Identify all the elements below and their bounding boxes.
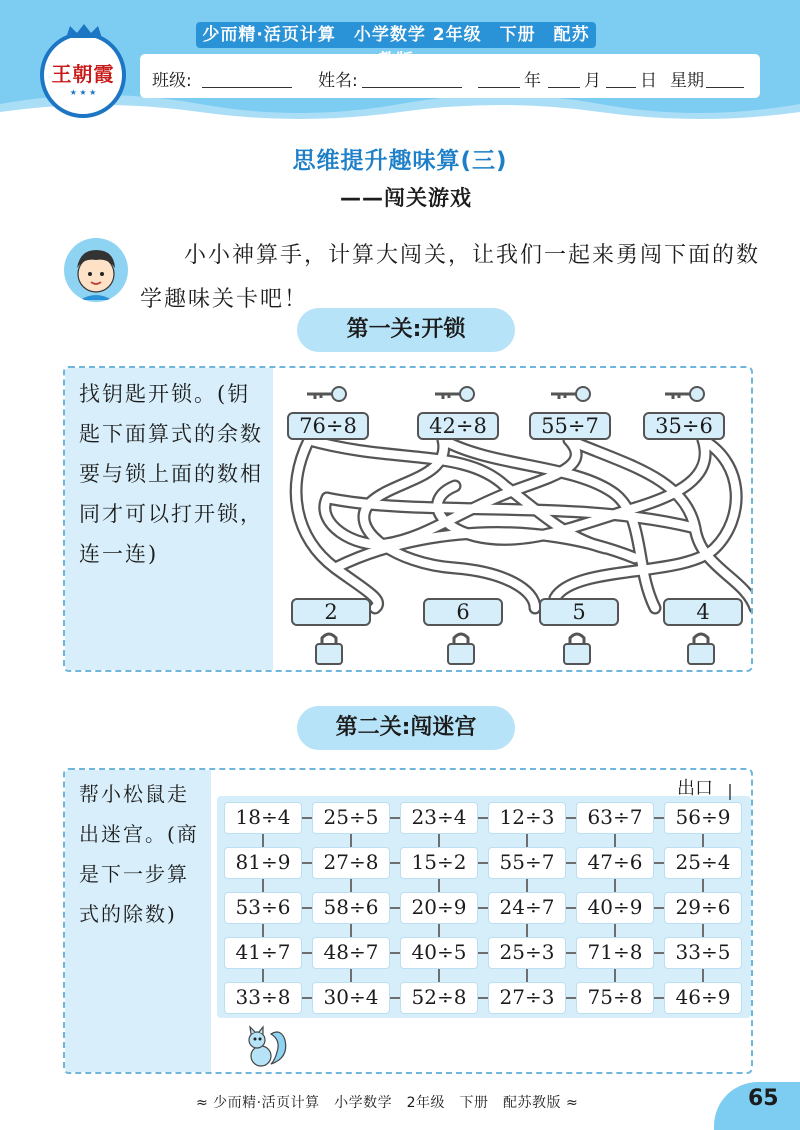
footer-series: ≈ 少而精·活页计算 小学数学 2年级 下册 配苏教版 ≈ bbox=[196, 1095, 579, 1111]
maze-cell[interactable]: 58÷6 bbox=[312, 892, 390, 924]
maze-cell[interactable]: 41÷7 bbox=[224, 937, 302, 969]
key-expression[interactable]: 42÷8 bbox=[417, 412, 499, 440]
key-expression[interactable]: 35÷6 bbox=[643, 412, 725, 440]
maze-cell[interactable]: 33÷8 bbox=[224, 982, 302, 1014]
maze-cell[interactable]: 81÷9 bbox=[224, 847, 302, 879]
crown-icon bbox=[64, 22, 104, 40]
year-field[interactable] bbox=[478, 87, 520, 88]
padlock-icon bbox=[313, 628, 345, 666]
logo-stars: ★ ★ ★ bbox=[69, 88, 97, 97]
day-label: 日 bbox=[640, 71, 657, 91]
maze-cell[interactable]: 25÷3 bbox=[488, 937, 566, 969]
weekday-label: 星期 bbox=[670, 71, 704, 91]
maze-cell[interactable]: 47÷6 bbox=[576, 847, 654, 879]
maze-cell[interactable]: 29÷6 bbox=[664, 892, 742, 924]
maze-cell[interactable]: 20÷9 bbox=[400, 892, 478, 924]
maze-cell[interactable]: 24÷7 bbox=[488, 892, 566, 924]
key-expression[interactable]: 55÷7 bbox=[529, 412, 611, 440]
page-title: 思维提升趣味算(三) bbox=[292, 148, 508, 174]
level1-instruction: 找钥匙开锁。(钥匙下面算式的余数要与锁上面的数相同才可以打开锁，连一连) bbox=[79, 382, 263, 566]
class-field[interactable] bbox=[202, 87, 292, 88]
series-banner: 少而精·活页计算 小学数学 2年级 下册 配苏 bbox=[196, 22, 596, 48]
level1-label: 第一关:开锁 bbox=[297, 308, 515, 352]
key-icon bbox=[305, 384, 349, 404]
padlock-icon bbox=[445, 628, 477, 666]
padlock-icon bbox=[685, 628, 717, 666]
key-icon bbox=[549, 384, 593, 404]
maze-cell[interactable]: 53÷6 bbox=[224, 892, 302, 924]
level2-instruction: 帮小松鼠走出迷宫。(商是下一步算式的除数) bbox=[79, 782, 199, 926]
key-expression[interactable]: 76÷8 bbox=[287, 412, 369, 440]
maze-cell[interactable]: 25÷5 bbox=[312, 802, 390, 834]
logo-text: 王朝霞 bbox=[51, 62, 115, 86]
maze-cell[interactable]: 40÷5 bbox=[400, 937, 478, 969]
maze-cell[interactable]: 27÷8 bbox=[312, 847, 390, 879]
student-info-bar bbox=[140, 54, 760, 98]
lock-number[interactable]: 5 bbox=[539, 598, 619, 626]
maze-exit-label: 出口 bbox=[677, 778, 713, 799]
maze-cell[interactable]: 52÷8 bbox=[400, 982, 478, 1014]
maze-cell[interactable]: 55÷7 bbox=[488, 847, 566, 879]
exit-marker-icon bbox=[725, 784, 735, 800]
key-icon bbox=[663, 384, 707, 404]
name-field[interactable] bbox=[362, 87, 462, 88]
maze-cell[interactable]: 23÷4 bbox=[400, 802, 478, 834]
maze-cell[interactable]: 40÷9 bbox=[576, 892, 654, 924]
maze-cell[interactable]: 75÷8 bbox=[576, 982, 654, 1014]
brand-logo bbox=[40, 32, 126, 118]
maze-cell[interactable]: 56÷9 bbox=[664, 802, 742, 834]
weekday-field[interactable] bbox=[706, 87, 744, 88]
page-subtitle: ——闯关游戏 bbox=[340, 186, 472, 210]
name-label: 姓名: bbox=[318, 71, 358, 91]
maze-cell[interactable]: 46÷9 bbox=[664, 982, 742, 1014]
maze-cell[interactable]: 15÷2 bbox=[400, 847, 478, 879]
maze-cell[interactable]: 25÷4 bbox=[664, 847, 742, 879]
level2-label: 第二关:闯迷宫 bbox=[297, 706, 515, 750]
month-label: 月 bbox=[584, 71, 601, 91]
intro-text: 小小神算手，计算大闯关，让我们一起来勇闯下面的数学趣味关卡吧！ bbox=[140, 243, 761, 312]
maze-cell[interactable]: 48÷7 bbox=[312, 937, 390, 969]
day-field[interactable] bbox=[606, 87, 636, 88]
maze-cell[interactable]: 12÷3 bbox=[488, 802, 566, 834]
squirrel-icon bbox=[241, 1024, 291, 1070]
year-label: 年 bbox=[524, 71, 541, 91]
maze-cell[interactable]: 27÷3 bbox=[488, 982, 566, 1014]
key-icon bbox=[433, 384, 477, 404]
maze-cell[interactable]: 71÷8 bbox=[576, 937, 654, 969]
padlock-icon bbox=[561, 628, 593, 666]
lock-number[interactable]: 6 bbox=[423, 598, 503, 626]
level2-panel bbox=[63, 768, 753, 1074]
lock-number[interactable]: 4 bbox=[663, 598, 743, 626]
lock-number[interactable]: 2 bbox=[291, 598, 371, 626]
class-label: 班级: bbox=[152, 71, 192, 91]
maze-cell[interactable]: 33÷5 bbox=[664, 937, 742, 969]
maze-cell[interactable]: 63÷7 bbox=[576, 802, 654, 834]
level1-panel bbox=[63, 366, 753, 672]
maze-cell[interactable]: 30÷4 bbox=[312, 982, 390, 1014]
page-number: 65 bbox=[748, 1086, 779, 1111]
month-field[interactable] bbox=[548, 87, 580, 88]
boy-avatar bbox=[64, 238, 128, 302]
maze-cell[interactable]: 18÷4 bbox=[224, 802, 302, 834]
